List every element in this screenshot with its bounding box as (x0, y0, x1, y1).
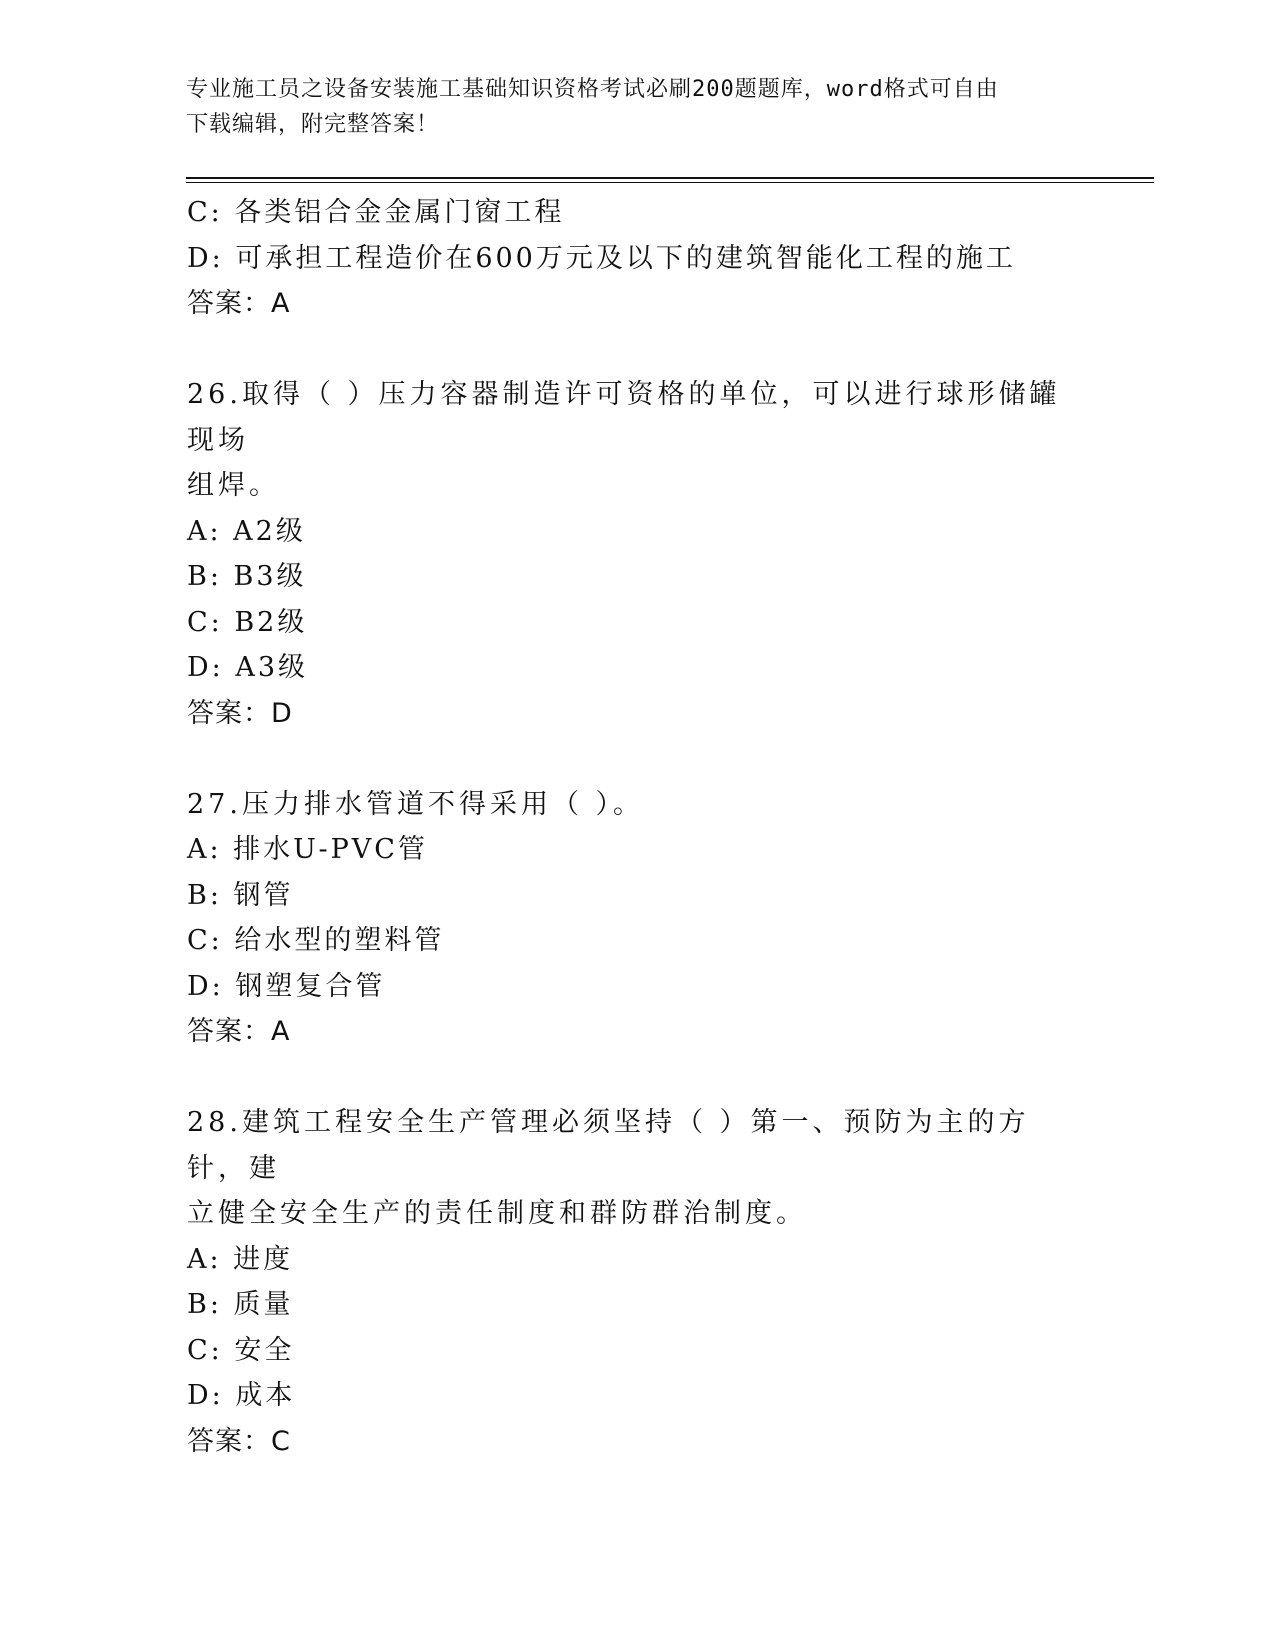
option-c: C: B2级 (187, 606, 308, 638)
option-c: C: 安全 (187, 1334, 295, 1366)
option-c: C: 给水型的塑料管 (187, 925, 445, 956)
document-header (186, 72, 1086, 142)
option-c: C: 各类铝合金金属门窗工程 (187, 197, 565, 228)
option-b: B: 质量 (187, 1289, 294, 1320)
option-b: B: B3级 (187, 561, 307, 592)
question-stem: 28.建筑工程安全生产管理必须坚持（ ）第一、预防为主的方针，建 (187, 1107, 1030, 1184)
spacer (187, 327, 1087, 373)
answer-line: 答案：D (187, 697, 293, 729)
spacer (187, 1055, 1087, 1101)
header-line-1: 专业施工员之设备安装施工基础知识资格考试必刷200题题库，word格式可自由 (186, 77, 999, 102)
question-list (187, 190, 1087, 1464)
option-d: D: A3级 (187, 652, 309, 683)
option-a: A: 进度 (187, 1243, 294, 1275)
header-divider-thick (186, 177, 1154, 179)
option-d: D: 钢塑复合管 (187, 970, 386, 1002)
option-a: A: 排水U-PVC管 (187, 834, 428, 865)
option-d: D: 可承担工程造价在600万元及以下的建筑智能化工程的施工 (187, 242, 1016, 274)
option-d: D: 成本 (187, 1380, 296, 1411)
spacer (187, 736, 1087, 782)
option-a: A: A2级 (187, 515, 306, 547)
question-stem: 26.取得（ ）压力容器制造许可资格的单位，可以进行球形储罐现场 (187, 379, 1061, 456)
question-stem-continued: 立健全安全生产的责任制度和群防群治制度。 (187, 1198, 807, 1229)
option-b: B: 钢管 (187, 879, 294, 911)
header-divider-thin (186, 182, 1154, 183)
question-26 (187, 372, 1087, 736)
answer-line: 答案：A (187, 1016, 291, 1047)
answer-line: 答案：A (187, 288, 291, 319)
question-stem: 27.压力排水管道不得采用（ ）。 (187, 788, 645, 820)
question-27 (187, 782, 1087, 1055)
question-stem-continued: 组焊。 (187, 470, 280, 501)
header-line-2: 下载编辑，附完整答案！ (186, 112, 440, 137)
answer-line: 答案：C (187, 1425, 291, 1457)
question-28 (187, 1100, 1087, 1464)
